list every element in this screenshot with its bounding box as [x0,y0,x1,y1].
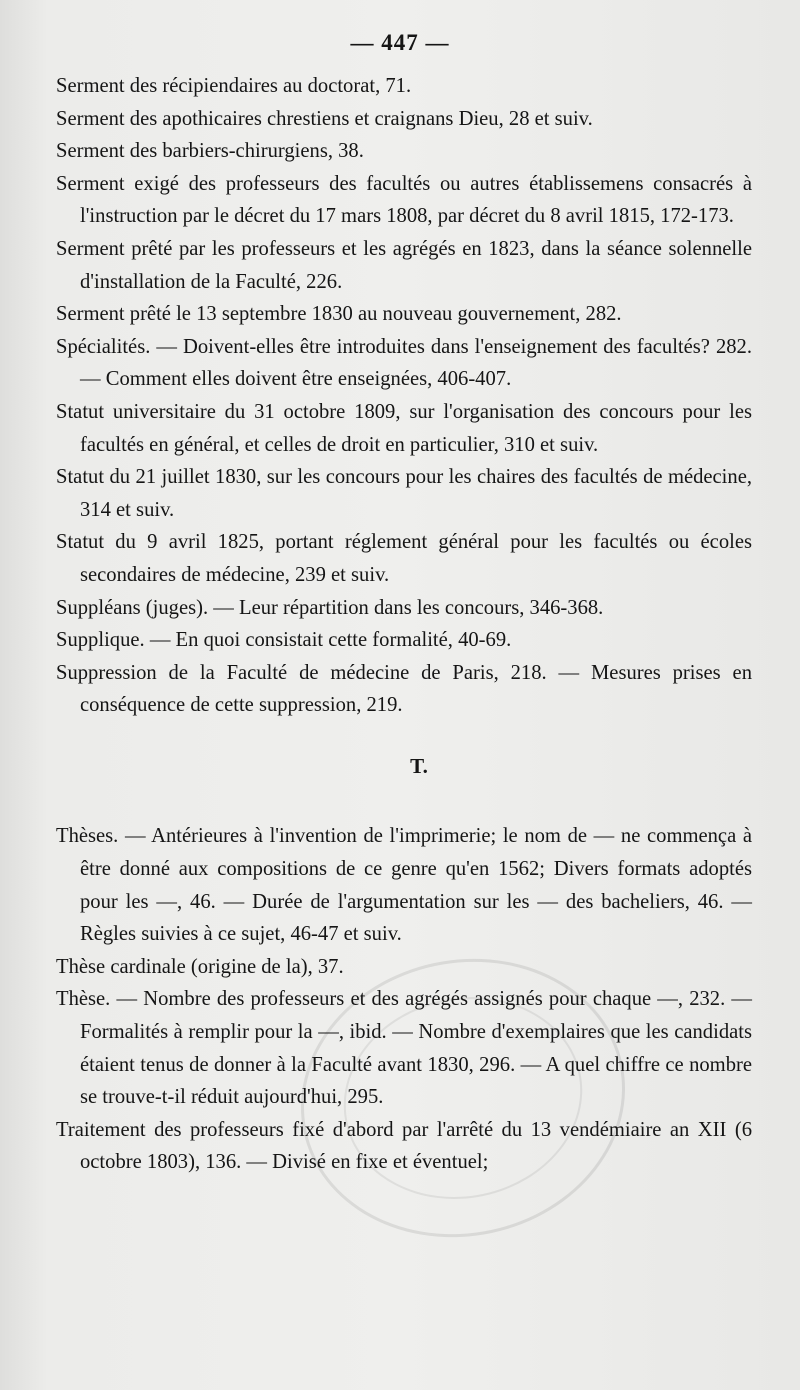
index-entry: Serment prêté par les professeurs et les agrégés en 1823, dans la séance solennelle d'installation de la Faculté, 226. [56,237,752,293]
index-entry: Serment des récipiendaires au doctorat, 71. [56,75,412,97]
index-entry: Serment prêté le 13 septembre 1830 au nouveau gouvernement, 282. [56,303,622,326]
index-entry: Traitement des professeurs fixé d'abord par l'arrêté du 13 vendémiaire an XII (6 octobre 1803), 136. — Divisé en fixe et éventuel; [56,1118,752,1174]
index-entry: Serment exigé des professeurs des facultés ou autres établissemens consacrés à l'instruction par le décret du 17 mars 1808, par décret du 8 avril 1815, 172-173. [56,172,752,228]
index-entry: Statut universitaire du 31 octobre 1809, sur l'organisation des concours pour les facultés en général, et celles de droit en particulier, 310 et suiv. [56,400,752,456]
index-entry: Spécialités. — Doivent-elles être introduites dans l'enseignement des facultés? 282. — Comment elles doivent être enseignées, 406-407. [56,335,752,391]
index-entry: Supplique. — En quoi consistait cette formalité, 40-69. [56,629,512,652]
page-number: — 447 — [350,30,450,55]
index-entry: Suppléans (juges). — Leur répartition dans les concours, 346-368. [56,596,604,619]
index-entry: Statut du 9 avril 1825, portant réglement général pour les facultés ou écoles secondaires de médecine, 239 et suiv. [56,531,752,586]
index-entry: Thèse. — Nombre des professeurs et des agrégés assignés pour chaque —, 232. — Formalités à remplir pour la —, ibid. — Nombre d'exemplaires que les candidats étaient tenus de donner à la Faculté avant 1830, 296. — A quel chiffre ce nombre se trouve-t-il réduit aujourd'hui, 295. [56,988,752,1109]
index-entry: Thèses. — Antérieures à l'invention de l'imprimerie; le nom de — ne commença à être donné aux compositions de ce genre qu'en 1562; Divers formats adoptés pour les —, 46. — Durée de l'argumentation sur les — des bacheliers, 46. — Règles suivies à ce sujet, 46-47 et suiv. [56,825,752,946]
section-heading: T. [410,753,428,778]
index-entry: Suppression de la Faculté de médecine de Paris, 218. — Mesures prises en conséquence de cette suppression, 219. [56,661,752,717]
index-entry: Serment des apothicaires chrestiens et craignans Dieu, 28 et suiv. [56,107,593,130]
index-entry: Serment des barbiers-chirurgiens, 38. [56,140,364,163]
index-entry: Thèse cardinale (origine de la), 37. [56,955,344,978]
index-text [56,70,752,1179]
index-entry: Statut du 21 juillet 1830, sur les concours pour les chaires des facultés de médecine, 314 et suiv. [56,466,752,521]
